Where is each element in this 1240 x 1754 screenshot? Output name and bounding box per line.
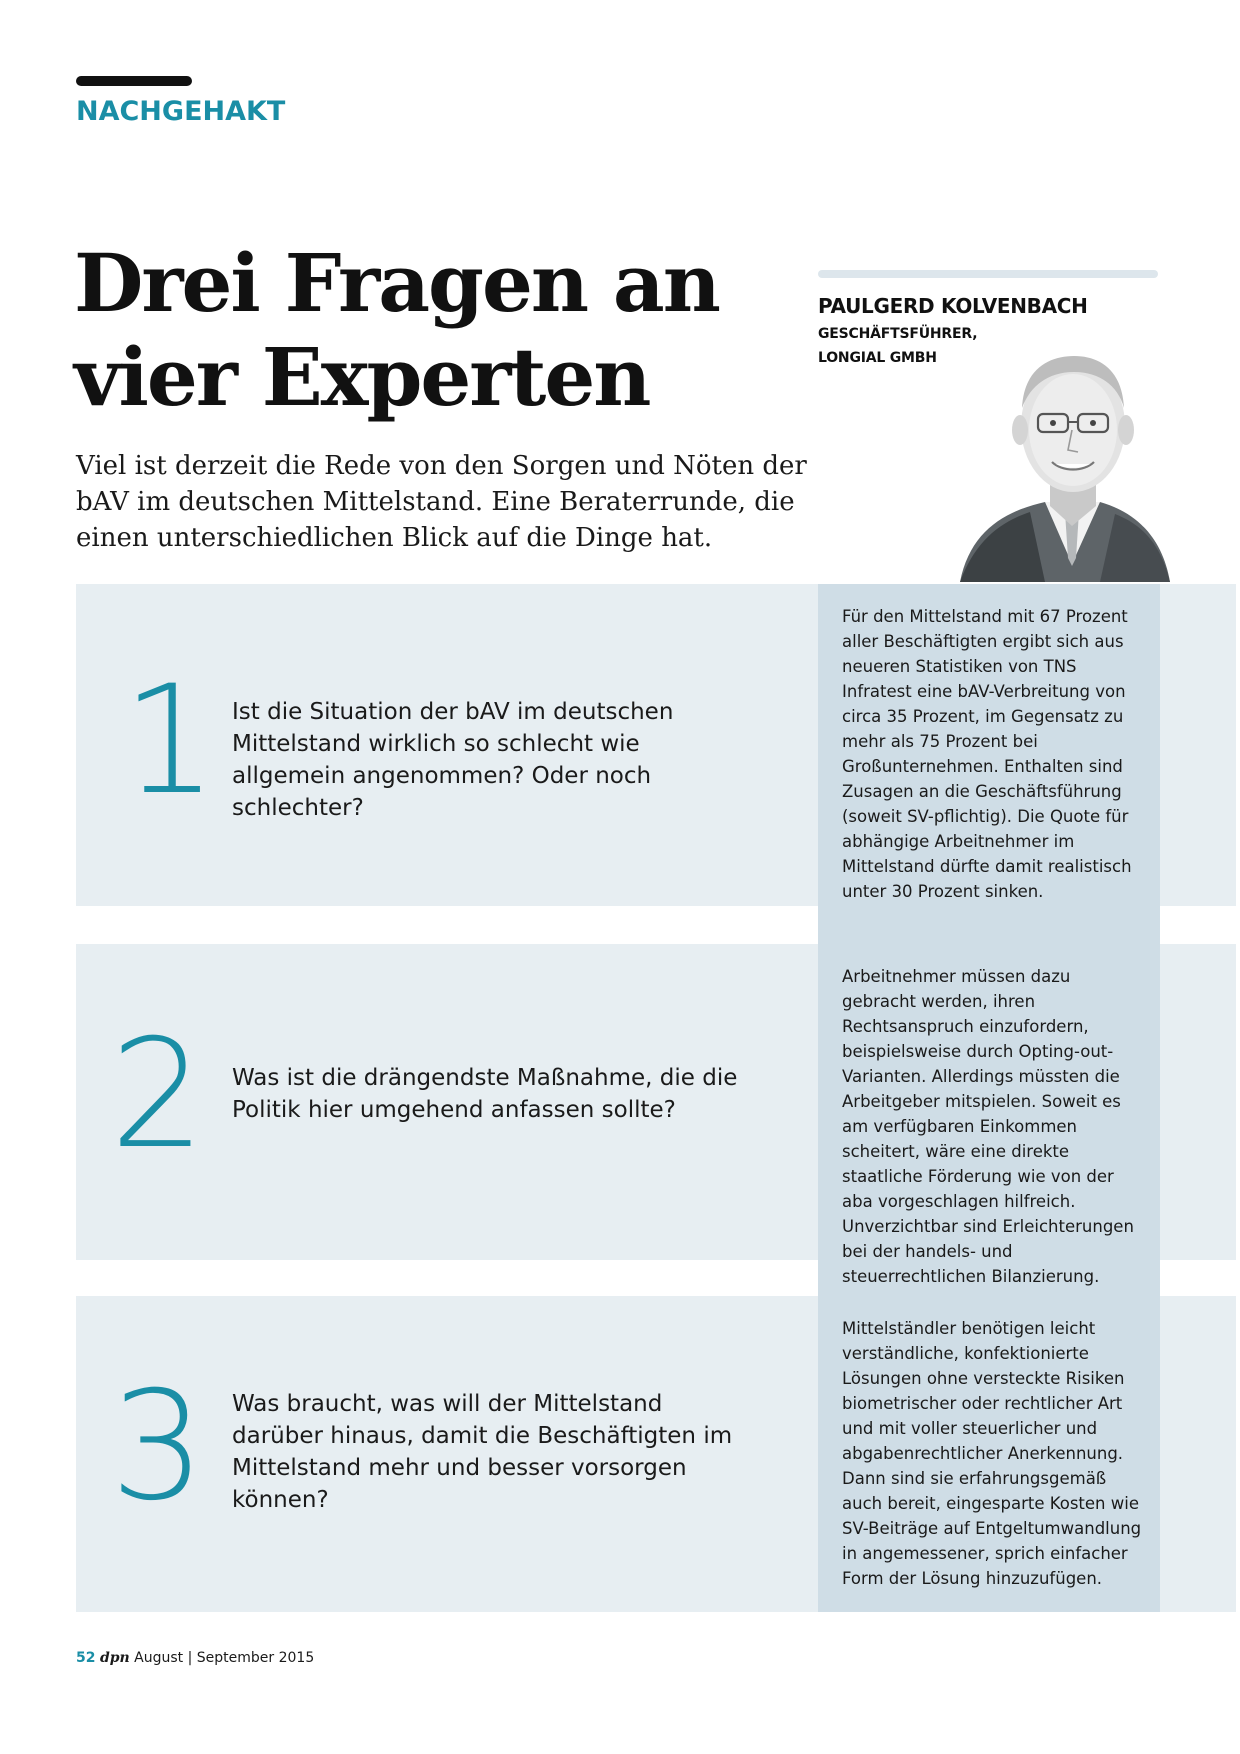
question-number-3: 3 [110, 1360, 206, 1534]
rubric-bar [76, 76, 192, 86]
expert-role-company: LONGIAL GMBH [818, 350, 937, 366]
title-line-1: Drei Fragen an [74, 236, 719, 330]
article-title [74, 236, 794, 424]
question-number-1: 1 [122, 654, 218, 828]
answer-text-2: Arbeitnehmer müssen dazu gebracht werden, ihren Rechtsanspruch einzufordern, beispielsweise durch Opting-out-Varianten. Allerdings müssten die Arbeitgeber mitspielen. Soweit es am verfügbaren Einkommen scheitert, wäre eine direkte staatliche Förderung wie von der aba vorgeschlagen hilfreich. Unverzichtbar sind Erleichterungen bei der handels- und steuerrechtlichen Bilanzierung. [842, 967, 1134, 1286]
question-text-3: Was braucht, was will der Mittelstand darüber hinaus, damit die Beschäftigten im Mittelstand mehr und besser vorsorgen können? [232, 1391, 733, 1513]
page-footer [76, 1650, 314, 1666]
expert-name: PAULGERD KOLVENBACH [818, 294, 1088, 318]
question-text-2: Was ist die drängendste Maßnahme, die die Politik hier umgehend anfassen sollte? [232, 1065, 738, 1123]
rubric-label: NACHGEHAKT [76, 96, 286, 127]
issue-date: August | September 2015 [134, 1650, 315, 1666]
expert-portrait [950, 326, 1170, 582]
question-number-2: 2 [110, 1008, 206, 1182]
title-line-2: vier Experten [74, 330, 650, 424]
question-text-1: Ist die Situation der bAV im deutschen Mittelstand wirklich so schlecht wie allgemein angenommen? Oder noch schlechter? [232, 699, 674, 821]
article-intro: Viel ist derzeit die Rede von den Sorgen und Nöten der bAV im deutschen Mittelstand. Eine Beraterrunde, die einen unterschiedlichen Blick auf die Dinge hat. [76, 451, 807, 553]
expert-role-title: GESCHÄFTSFÜHRER, [818, 326, 978, 342]
magazine-logo: dpn [99, 1650, 130, 1666]
page-number: 52 [76, 1650, 96, 1666]
answer-text-3: Mittelständler benötigen leicht verständliche, konfektionierte Lösungen ohne versteckte Risiken biometrischer oder rechtlicher Art und mit voller steuerlicher und abgabenrechtlicher Anerkennung. Dann sind sie erfahrungsgemäß auch bereit, eingesparte Kosten wie SV-Beiträge auf Entgeltumwandlung in angemessener, sprich einfacher Form der Lösung hinzuzufügen. [842, 1319, 1142, 1588]
answer-text-1: Für den Mittelstand mit 67 Prozent aller Beschäftigten ergibt sich aus neueren Statistiken von TNS Infratest eine bAV-Verbreitung von circa 35 Prozent, im Gegensatz zu mehr als 75 Prozent bei Großunternehmen. Enthalten sind Zusagen an die Geschäftsführung (soweit SV-pflichtig). Die Quote für abhängige Arbeitnehmer im Mittelstand dürfte damit realistisch unter 30 Prozent sinken. [842, 607, 1132, 901]
expert-bar [818, 270, 1158, 278]
